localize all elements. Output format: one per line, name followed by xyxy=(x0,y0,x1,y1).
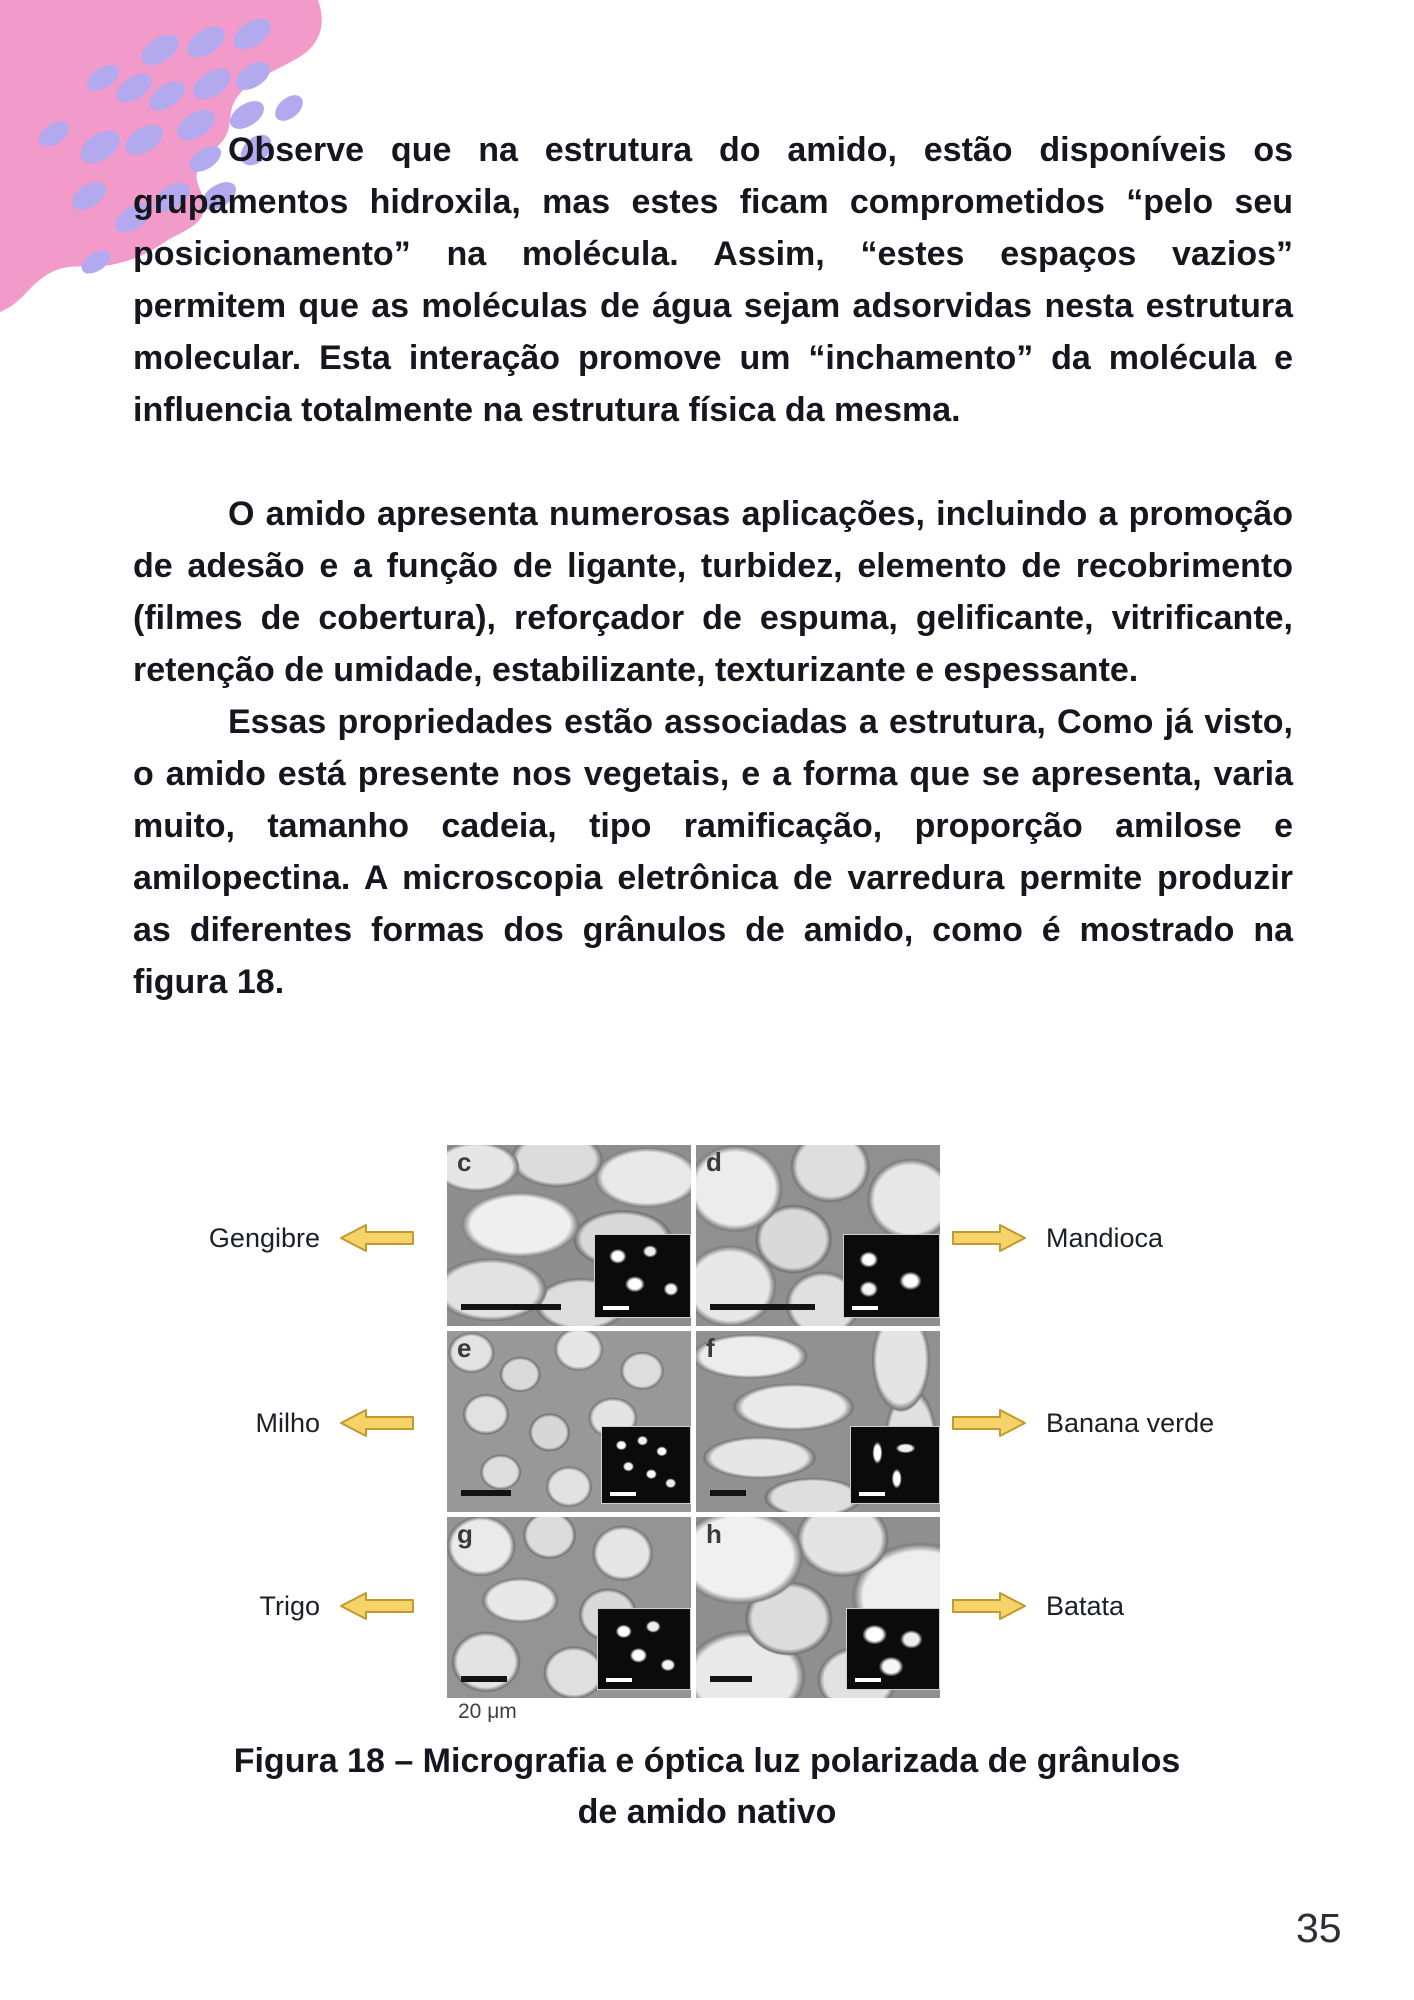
scale-label: 20 μm xyxy=(458,1700,517,1723)
annotation-label: Milho xyxy=(255,1408,320,1438)
right-arrow-icon xyxy=(952,1223,1026,1253)
panel-letter: c xyxy=(457,1147,472,1177)
inset-scale-bar xyxy=(859,1492,885,1496)
paragraph-2: O amido apresenta numerosas aplicações, incluindo a promoção de adesão e a função de ligante, turbidez, elemento de recobrimento (filmes de cobertura), reforçador de espuma, gelificante, vitrificante, retenção de umidade, estabilizante, texturizante e espessante. xyxy=(133,495,1293,689)
right-arrow-icon xyxy=(952,1591,1026,1621)
figure-caption-line1: Figura 18 – Micrografia e óptica luz polarizada de grânulos xyxy=(233,1742,1181,1780)
annotation-batata xyxy=(0,1588,1414,1624)
page-number: 35 xyxy=(1296,1905,1342,1951)
annotation-mandioca xyxy=(0,1220,1414,1256)
inset-scale-bar xyxy=(606,1678,632,1682)
inset-scale-bar xyxy=(852,1306,878,1310)
scale-bar xyxy=(461,1676,507,1682)
scale-bar xyxy=(461,1490,511,1496)
figure-caption-line2: de amido nativo xyxy=(577,1793,837,1831)
annotation-label: Gengibre xyxy=(208,1223,320,1253)
panel-letter: h xyxy=(706,1519,722,1549)
scale-bar xyxy=(710,1676,752,1682)
annotation-label: Trigo xyxy=(259,1591,320,1621)
annotation-label: Batata xyxy=(1046,1591,1125,1621)
panel-letter: e xyxy=(457,1333,472,1363)
figure-caption xyxy=(0,1736,1414,1838)
annotation-banana-verde xyxy=(0,1405,1414,1441)
inset-scale-bar xyxy=(855,1678,881,1682)
panel-letter: g xyxy=(457,1519,473,1549)
scale-bar xyxy=(710,1304,815,1310)
right-arrow-icon xyxy=(952,1408,1026,1438)
panel-letter: f xyxy=(706,1333,715,1363)
inset-scale-bar xyxy=(603,1306,629,1310)
paragraph-1: Observe que na estrutura do amido, estão disponíveis os grupamentos hidroxila, mas estes ficam comprometidos “pelo seu posicionamento” na molécula. Assim, “estes espaços vazios” permitem que as moléculas de água sejam adsorvidas nesta estrutura molecular. Esta interação promove um “inchamento” da molécula e influencia totalmente na estrutura física da mesma. xyxy=(133,131,1293,429)
body-text xyxy=(133,124,1293,1008)
paragraph-3: Essas propriedades estão associadas a estrutura, Como já visto, o amido está presente nos vegetais, e a forma que se apresenta, varia muito, tamanho cadeia, tipo ramificação, proporção amilose e amilopectina. A microscopia eletrônica de varredura permite produzir as diferentes formas dos grânulos de amido, como é mostrado na figura 18. xyxy=(133,703,1293,1001)
panel-letter: d xyxy=(706,1147,722,1177)
scale-bar xyxy=(461,1304,561,1310)
inset-scale-bar xyxy=(610,1492,636,1496)
scale-bar xyxy=(710,1490,746,1496)
annotation-label: Mandioca xyxy=(1046,1223,1164,1253)
annotation-label: Banana verde xyxy=(1046,1408,1215,1438)
